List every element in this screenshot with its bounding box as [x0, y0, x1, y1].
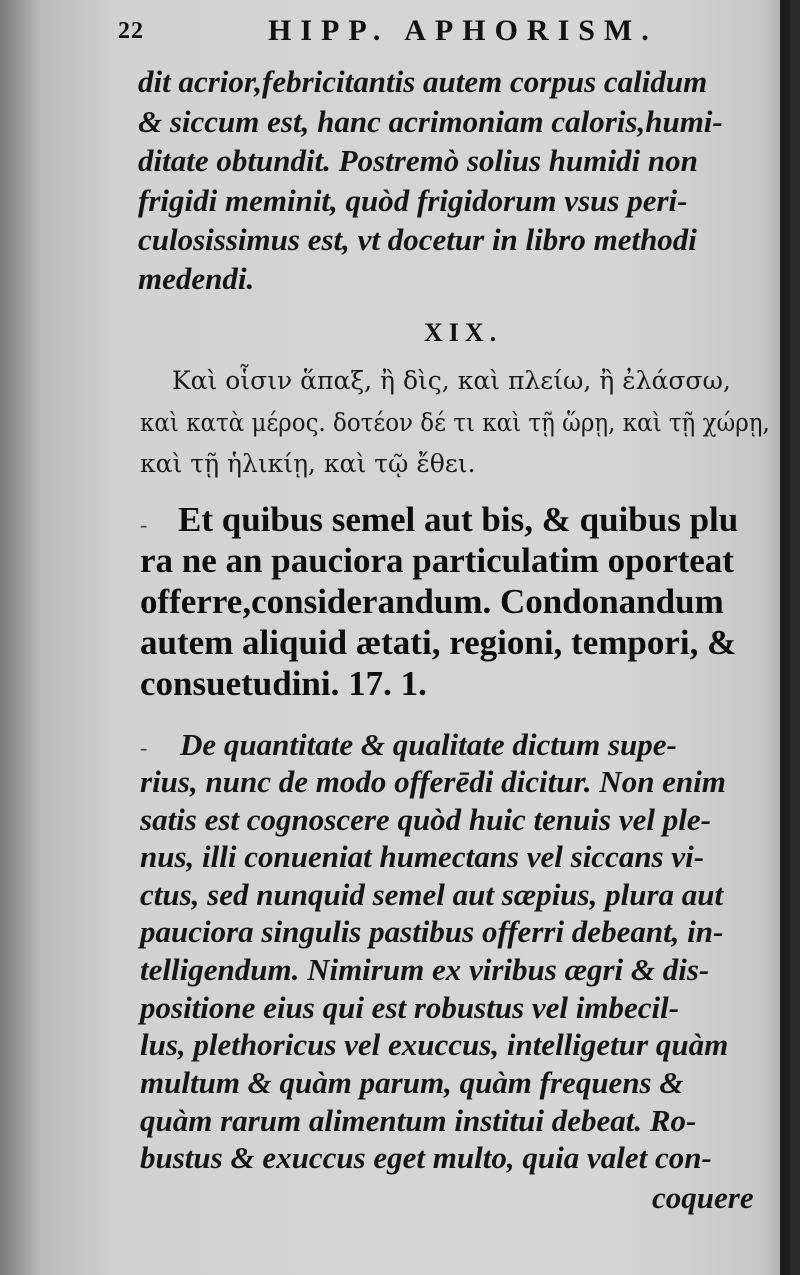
comment-top-line-1: dit acrior,febricitantis autem corpus calidum — [138, 64, 708, 99]
comment-bottom-line-8: positione eius qui est robustus vel imbecil- — [140, 990, 680, 1025]
latin-line-1: Et quibus semel aut bis, & quibus plu — [178, 500, 739, 539]
comment-bottom-line-12: bustus & exuccus eget multo, quia valet con- — [140, 1140, 712, 1175]
greek-line-1: Καὶ οἷσιν ἅπαξ, ἢ δὶς, καὶ πλείω, ἢ ἐλάσσω, — [172, 366, 731, 395]
page-spine-shadow — [780, 0, 790, 1275]
greek-line-3: καὶ τῇ ἡλικίῃ, καὶ τῷ ἔθει. — [140, 449, 476, 478]
comment-bottom-line-4: nus, illi conueniat humectans vel siccans vi- — [140, 839, 705, 874]
comment-bottom-line-1: De quantitate & qualitate dictum supe- — [180, 727, 677, 762]
running-title: HIPP. APHORISM. — [268, 14, 658, 47]
latin-line-5: consuetudini. 17. 1. — [140, 664, 427, 703]
comment-bottom-line-10: multum & quàm parum, quàm frequens & — [140, 1065, 684, 1100]
comment-bottom-line-6: pauciora singulis pastibus offerri debeant, in- — [140, 914, 724, 949]
catchword: coquere — [652, 1180, 754, 1215]
latin-line-2: ra ne an pauciora particulatim oporteat — [140, 541, 734, 580]
comment-top-line-6: medendi. — [138, 261, 255, 296]
comment-top-line-3: ditate obtundit. Postremò solius humidi non — [138, 143, 698, 178]
paragraph-marker: - — [140, 512, 148, 537]
comment-bottom-line-7: telligendum. Nimirum ex viribus ægri & dis- — [140, 952, 710, 987]
comment-top-line-5: culosissimus est, vt docetur in libro methodi — [138, 222, 697, 257]
aphorism-number: XIX. — [424, 318, 503, 347]
comment-bottom-line-11: quàm rarum alimentum institui debeat. Ro- — [140, 1103, 697, 1138]
running-header — [118, 14, 738, 54]
comment-top-line-2: & siccum est, hanc acrimoniam caloris,humi- — [138, 104, 723, 139]
comment-top-line-4: frigidi meminit, quòd frigidorum vsus peri- — [138, 183, 688, 218]
latin-line-3: offerre,considerandum. Condonandum — [140, 582, 724, 621]
page-number: 22 — [118, 18, 144, 44]
comment-bottom-line-9: lus, plethoricus vel exuccus, intelligetur quàm — [140, 1027, 729, 1062]
paragraph-marker: - — [140, 735, 148, 760]
latin-line-4: autem aliquid ætati, regioni, tempori, & — [140, 623, 737, 662]
comment-bottom-line-3: satis est cognoscere quòd huic tenuis vel ple- — [140, 802, 711, 837]
comment-bottom-line-2: rius, nunc de modo offerēdi dicitur. Non enim — [140, 764, 726, 799]
greek-line-2: καὶ κατὰ μέρος. δοτέον δέ τι καὶ τῇ ὥρῃ, καὶ τῇ χώρῃ, — [140, 408, 770, 437]
comment-bottom-line-5: ctus, sed nunquid semel aut sæpius, plura aut — [140, 877, 724, 912]
